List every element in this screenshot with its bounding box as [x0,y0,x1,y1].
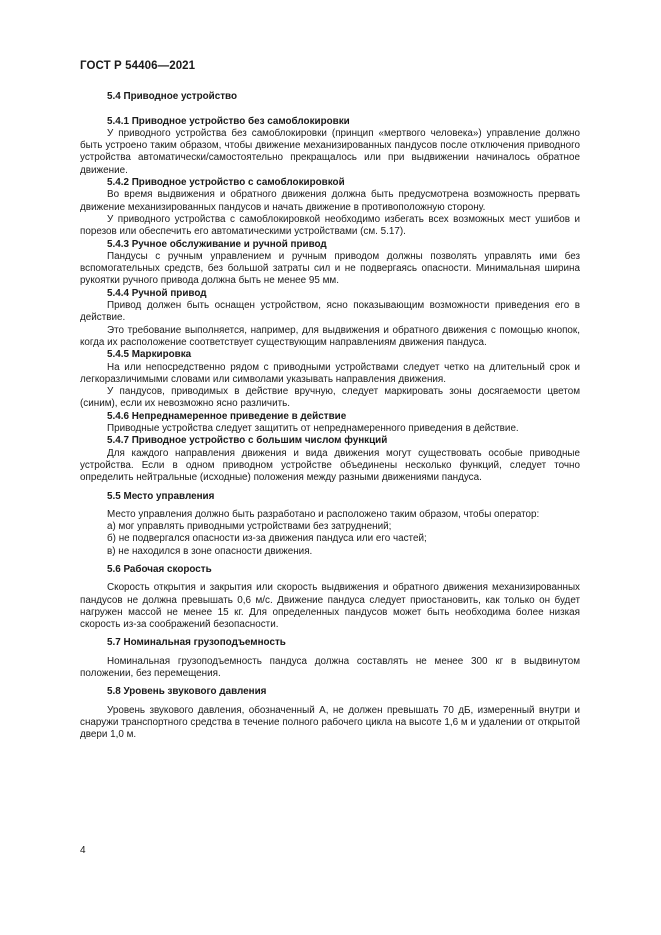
section-5-5-title: 5.5 Место управления [107,490,215,502]
paragraph: Место управления должно быть разработано и расположено таким образом, чтобы оператор: [107,508,540,520]
paragraph: Номинальная грузоподъемность пандуса должна составлять не менее 300 кг в выдвинутом положении, без перемещения. [80,655,580,680]
standard-code: ГОСТ Р 54406—2021 [80,60,196,72]
paragraph: Приводные устройства следует защитить от непреднамеренного приведения в действие. [107,423,519,435]
section-5-7-title: 5.7 Номинальная грузоподъемность [107,637,286,649]
page-number: 4 [80,845,86,856]
paragraph: Пандусы с ручным управлением и ручным приводом должны позволять управлять ими без вспомогательных средств, без большой затраты сил и не подвергаясь опасности. Минимальная ширина рукоятки ручного привода должна быть не менее 95 мм. [80,250,580,287]
paragraph: Привод должен быть оснащен устройством, ясно показывающим возможности приведения его в действие. [80,300,580,324]
paragraph: У пандусов, приводимых в действие вручную, следует маркировать зоны досягаемости цветом (синим), если их невозможно ясно различить. [80,386,580,410]
list-item: в) не находился в зоне опасности движения. [107,545,313,557]
paragraph: Во время выдвижения и обратного движения должна быть предусмотрена возможность прервать движение механизированных пандусов и начать движение в противоположную сторону. [80,189,580,213]
paragraph: У приводного устройства с самоблокировкой необходимо избегать всех возможных мест ушибов и порезов или обеспечить его автоматическими устройствами (см. 5.17). [80,213,580,238]
section-5-4-5-title: 5.4.5 Маркировка [107,349,192,361]
section-5-4-4-title: 5.4.4 Ручной привод [107,287,207,299]
section-5-4-7-title: 5.4.7 Приводное устройство с большим числом функций [107,435,388,447]
section-5-4-3-title: 5.4.3 Ручное обслуживание и ручной привод [107,238,327,250]
paragraph: На или непосредственно рядом с приводными устройствами следует четко на длительный срок и легкоразличимыми словами или символами указывать направления движения. [80,361,580,385]
list-item: б) не подвергался опасности из-за движения пандуса или его частей; [107,533,427,545]
section-5-4-title: 5.4 Приводное устройство [107,91,238,102]
paragraph: У приводного устройства без самоблокировки (принцип «мертвого человека») управление должно быть устроено таким образом, чтобы движение механизированных пандусов после отключения приводного устройства автоматически/самостоятельно прекращалось или при выдвижении начиналось обратное движение. [80,127,580,176]
paragraph: Уровень звукового давления, обозначенный А, не должен превышать 70 дБ, измеренный внутри и снаружи транспортного средства в течение полного рабочего цикла на высоте 1,6 м и удалении от открытой двери 1,0 м. [80,704,580,741]
paragraph: Для каждого направления движения и вида движения могут существовать особые приводные устройства. Если в одном приводном устройстве объединены несколько функций, следует точно определить нейтральные (исходные) положения между разными движениями пандуса. [80,447,580,484]
page-content [80,91,580,742]
section-5-6-title: 5.6 Рабочая скорость [107,563,212,575]
paragraph: Скорость открытия и закрытия или скорость выдвижения и обратного движения механизированных пандусов не должна превышать 0,6 м/с. Движение пандуса следует приостановить, как только он будет нагружен массой не менее 15 кг. Для определенных пандусов может быть необходима более низкая скорость из-за соображений безопасности. [80,582,580,631]
list-item: а) мог управлять приводными устройствами без затруднений; [107,521,392,533]
paragraph: Это требование выполняется, например, для выдвижения и обратного движения с помощью кнопок, когда их расположение соответствует существующим направлениям движения пандуса. [80,324,580,348]
section-5-8-title: 5.8 Уровень звукового давления [107,686,267,698]
section-5-4-6-title: 5.4.6 Непреднамеренное приведение в действие [107,410,347,422]
section-5-4-2-title: 5.4.2 Приводное устройство с самоблокировкой [107,177,345,189]
section-5-4-1-title: 5.4.1 Приводное устройство без самоблокировки [107,115,350,127]
